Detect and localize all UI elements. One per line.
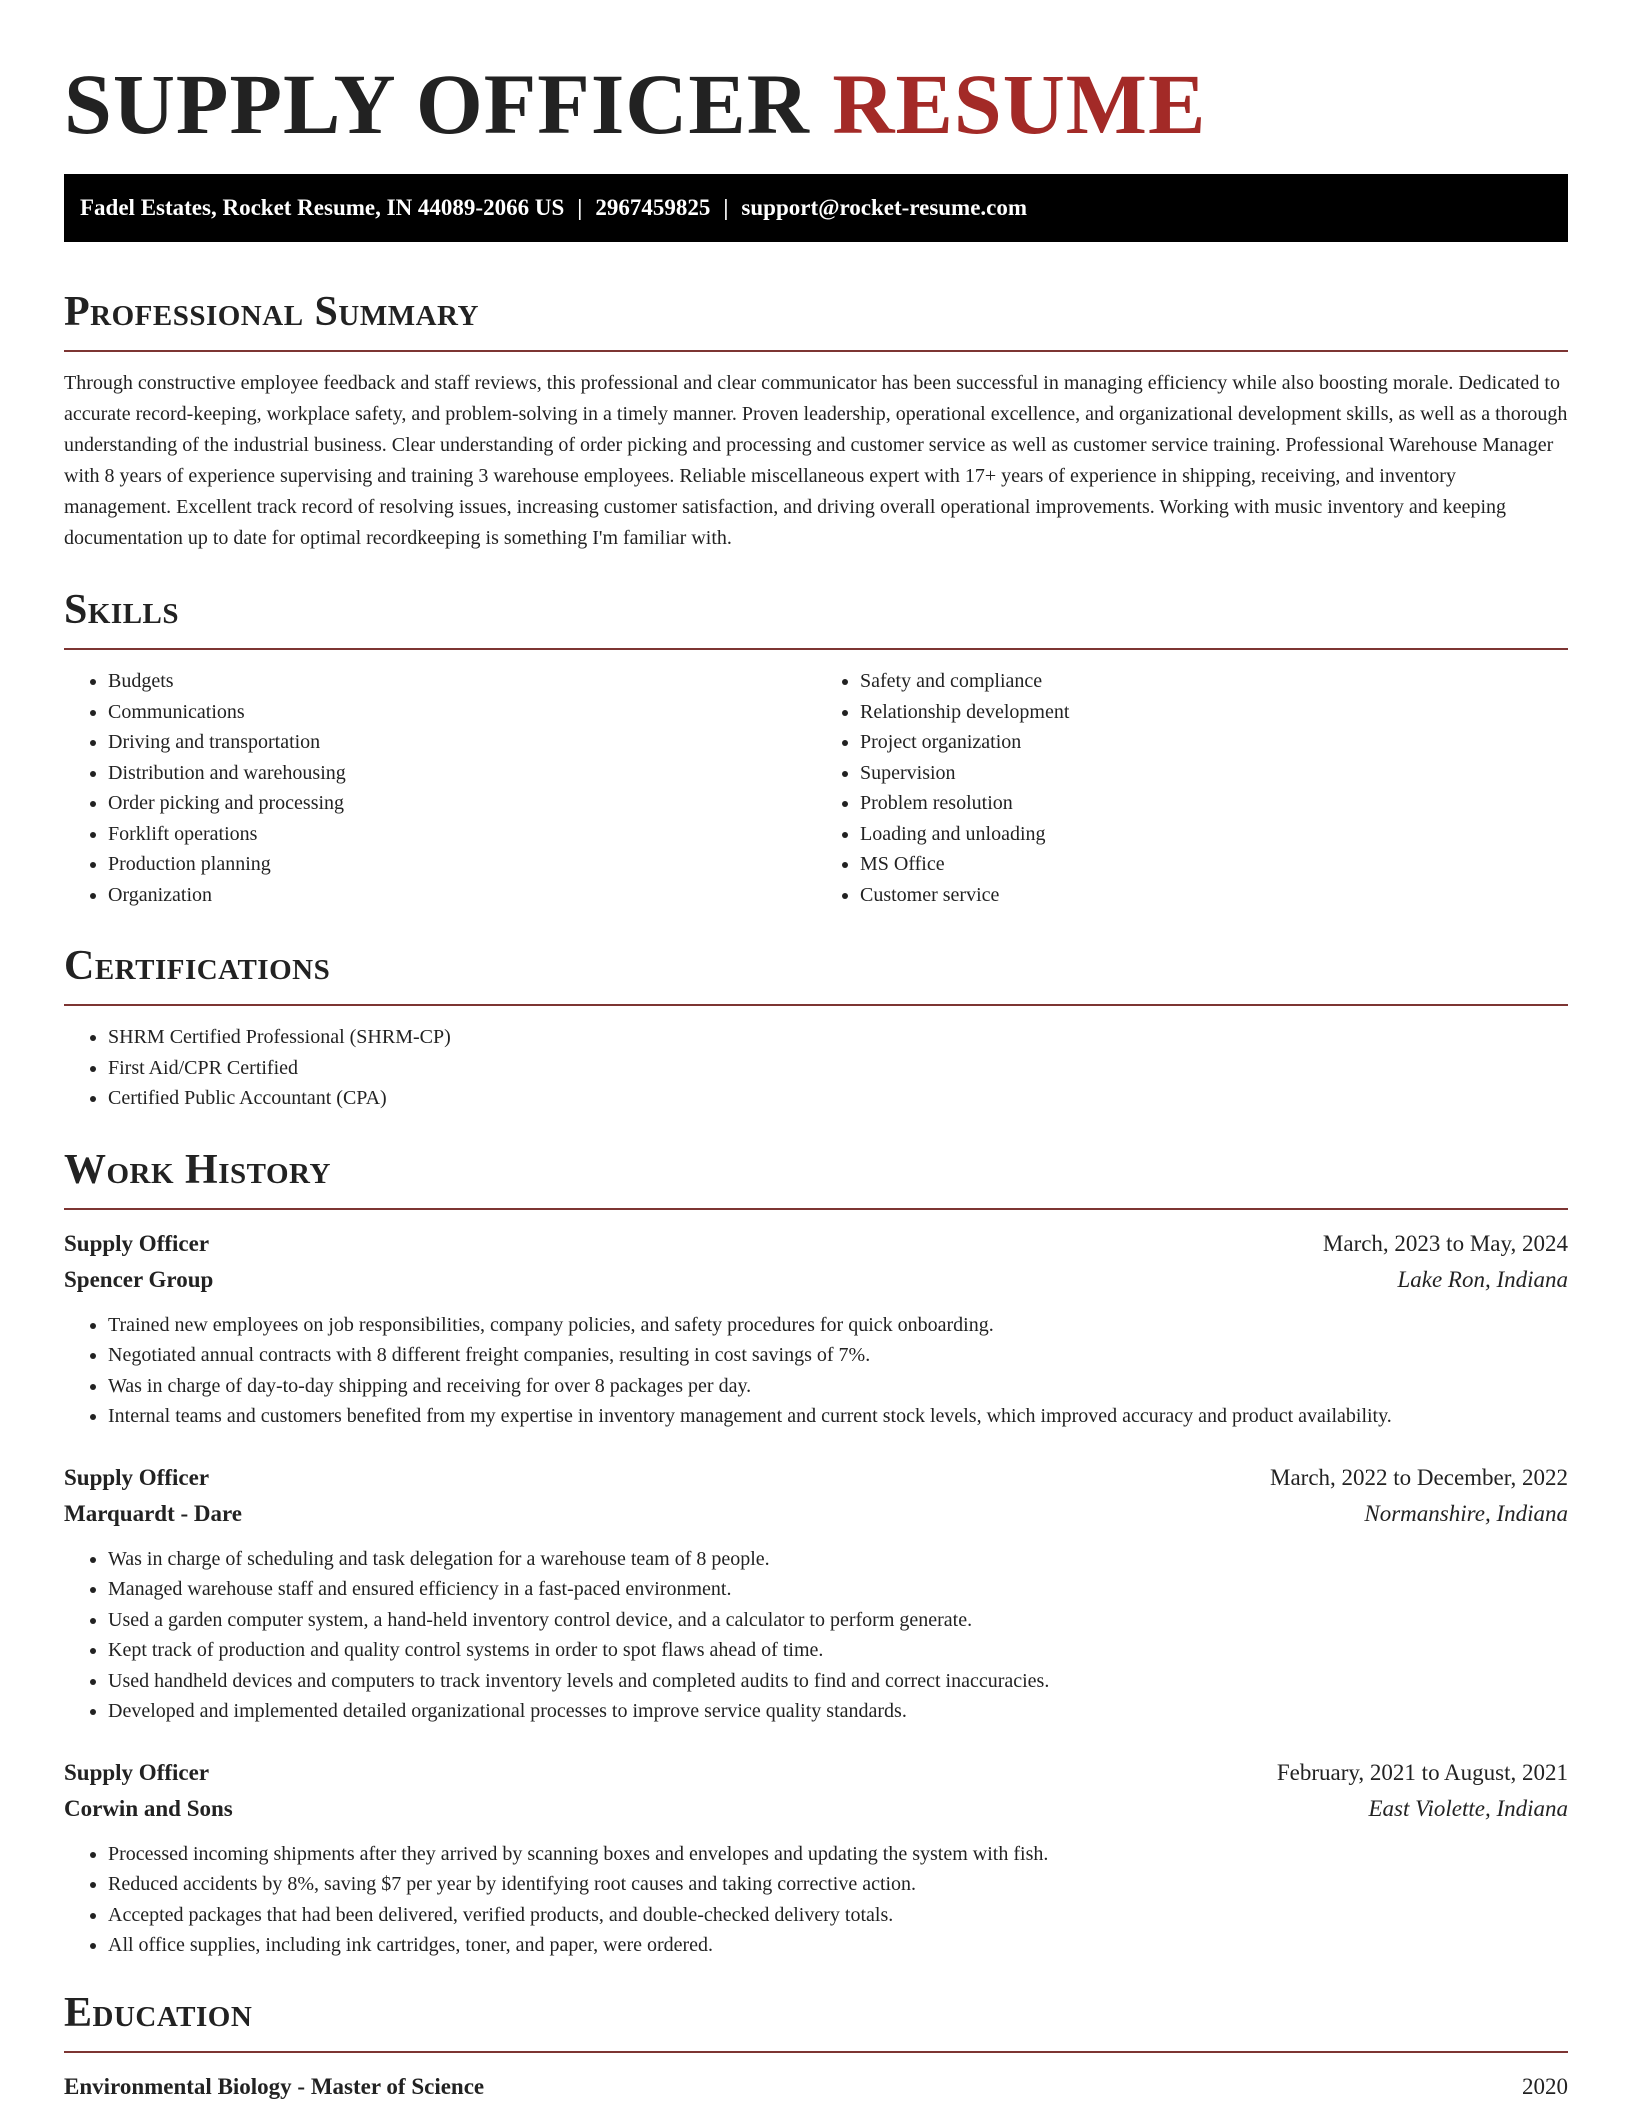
job-location: Normanshire, Indiana bbox=[1364, 1500, 1568, 1526]
contact-bar bbox=[64, 174, 1568, 242]
job-bullet: • All office supplies, including ink cartridges, toner, and paper, were ordered. bbox=[108, 1930, 1568, 1961]
skill-item: • Communications bbox=[108, 697, 816, 728]
job-company-row bbox=[64, 1496, 1568, 1532]
education-heading: Education bbox=[64, 1989, 253, 2036]
skill-item: • Production planning bbox=[108, 849, 816, 880]
work-history-heading: Work History bbox=[64, 1146, 331, 1193]
job-bullets bbox=[64, 1839, 1568, 1961]
job-header-row bbox=[64, 1226, 1568, 1262]
skill-item: • Customer service bbox=[860, 880, 1568, 911]
skill-item: • Order picking and processing bbox=[108, 788, 816, 819]
skill-item: • Project organization bbox=[860, 727, 1568, 758]
job-bullet: • Developed and implemented detailed organizational processes to improve service quality standards. bbox=[108, 1696, 1568, 1727]
section-divider bbox=[64, 1208, 1568, 1210]
summary-section bbox=[64, 286, 1568, 554]
section-divider bbox=[64, 350, 1568, 352]
job-bullets bbox=[64, 1310, 1568, 1432]
skill-item: • Problem resolution bbox=[860, 788, 1568, 819]
job-bullet: • Kept track of production and quality control systems in order to spot flaws ahead of time. bbox=[108, 1635, 1568, 1666]
certifications-list bbox=[64, 1022, 1568, 1114]
job-company: Corwin and Sons bbox=[64, 1795, 233, 1821]
job-dates: March, 2023 to May, 2024 bbox=[1322, 1230, 1568, 1256]
job-bullet: • Trained new employees on job responsibilities, company policies, and safety procedures for quick onboarding. bbox=[108, 1310, 1568, 1341]
job-entry bbox=[64, 1460, 1568, 1727]
certification-item: • Certified Public Accountant (CPA) bbox=[108, 1083, 1568, 1114]
contact-email: support@rocket-resume.com bbox=[741, 195, 1028, 220]
certifications-section bbox=[64, 940, 1568, 1114]
job-bullets bbox=[64, 1544, 1568, 1727]
skill-item: • Relationship development bbox=[860, 697, 1568, 728]
job-company-row bbox=[64, 1262, 1568, 1298]
certifications-heading: Certifications bbox=[64, 943, 331, 989]
skills-list-right bbox=[816, 666, 1568, 910]
skill-item: • Driving and transportation bbox=[108, 727, 816, 758]
certification-item: • First Aid/CPR Certified bbox=[108, 1053, 1568, 1084]
job-bullet: • Reduced accidents by 8%, saving $7 per year by identifying root causes and taking corrective action. bbox=[108, 1869, 1568, 1900]
job-header-row bbox=[64, 1460, 1568, 1496]
job-bullet: • Was in charge of scheduling and task delegation for a warehouse team of 8 people. bbox=[108, 1544, 1568, 1575]
education-row bbox=[64, 2069, 1568, 2105]
job-bullet: • Was in charge of day-to-day shipping and receiving for over 8 packages per day. bbox=[108, 1371, 1568, 1402]
skills-columns bbox=[64, 666, 1568, 910]
job-bullet: • Internal teams and customers benefited from my expertise in inventory management and current stock levels, which improved accuracy and product availability. bbox=[108, 1401, 1568, 1432]
skill-item: • Loading and unloading bbox=[860, 819, 1568, 850]
title-main: SUPPLY OFFICER bbox=[64, 56, 810, 152]
job-location: East Violette, Indiana bbox=[1368, 1795, 1568, 1821]
job-bullet: • Accepted packages that had been delivered, verified products, and double-checked delivery totals. bbox=[108, 1900, 1568, 1931]
job-entry bbox=[64, 1755, 1568, 1961]
education-section bbox=[64, 1987, 1568, 2105]
job-bullet: • Used a garden computer system, a hand-held inventory control device, and a calculator to perform generate. bbox=[108, 1605, 1568, 1636]
education-year: 2020 bbox=[1522, 2073, 1568, 2099]
job-title: Supply Officer bbox=[64, 1230, 210, 1256]
skill-item: • Budgets bbox=[108, 666, 816, 697]
skill-item: • Safety and compliance bbox=[860, 666, 1568, 697]
job-title: Supply Officer bbox=[64, 1759, 210, 1785]
summary-heading: Professional Summary bbox=[64, 289, 479, 335]
job-bullet: • Negotiated annual contracts with 8 different freight companies, resulting in cost savings of 7%. bbox=[108, 1340, 1568, 1371]
skill-item: • Forklift operations bbox=[108, 819, 816, 850]
title-accent: RESUME bbox=[832, 56, 1207, 152]
resume-title bbox=[64, 0, 1568, 154]
job-bullet: • Used handheld devices and computers to track inventory levels and completed audits to find and correct inaccuracies. bbox=[108, 1666, 1568, 1697]
contact-phone: 2967459825 bbox=[595, 195, 711, 220]
section-divider bbox=[64, 1004, 1568, 1006]
education-degree: Environmental Biology - Master of Science bbox=[64, 2073, 485, 2099]
contact-separator: | bbox=[723, 195, 729, 220]
resume-page bbox=[64, 0, 1568, 2105]
job-dates: February, 2021 to August, 2021 bbox=[1276, 1759, 1568, 1785]
skill-item: • Organization bbox=[108, 880, 816, 911]
work-history-section bbox=[64, 1144, 1568, 1961]
skill-item: • MS Office bbox=[860, 849, 1568, 880]
section-divider bbox=[64, 2051, 1568, 2053]
job-header-row bbox=[64, 1755, 1568, 1791]
skills-list-left bbox=[64, 666, 816, 910]
skill-item: • Distribution and warehousing bbox=[108, 758, 816, 789]
skills-heading: Skills bbox=[64, 587, 180, 633]
job-title: Supply Officer bbox=[64, 1464, 210, 1490]
job-dates: March, 2022 to December, 2022 bbox=[1270, 1464, 1568, 1490]
job-bullet: • Managed warehouse staff and ensured efficiency in a fast-paced environment. bbox=[108, 1574, 1568, 1605]
job-location: Lake Ron, Indiana bbox=[1397, 1266, 1568, 1292]
job-entry bbox=[64, 1226, 1568, 1432]
skills-section bbox=[64, 584, 1568, 910]
skill-item: • Supervision bbox=[860, 758, 1568, 789]
contact-address: Fadel Estates, Rocket Resume, IN 44089-2066 US bbox=[80, 195, 565, 220]
job-company-row bbox=[64, 1791, 1568, 1827]
summary-text: Through constructive employee feedback and staff reviews, this professional and clear communicator has been successful in managing efficiency while also boosting morale. Dedicated to accurate record-keeping, workplace safety, and problem-solving in a timely manner. Proven leadership, operational excellence, and organizational development skills, as well as a thorough understanding of the industrial business. Clear understanding of order picking and processing and customer service as well as customer service training. Professional Warehouse Manager with 8 years of experience supervising and training 3 warehouse employees. Reliable miscellaneous expert with 17+ years of experience in shipping, receiving, and inventory management. Excellent track record of resolving issues, increasing customer satisfaction, and driving overall operational improvements. Working with music inventory and keeping documentation up to date for optimal recordkeeping is something I'm familiar with. bbox=[64, 372, 1568, 549]
job-company: Marquardt - Dare bbox=[64, 1500, 243, 1526]
section-divider bbox=[64, 648, 1568, 650]
job-bullet: • Processed incoming shipments after they arrived by scanning boxes and envelopes and updating the system with fish. bbox=[108, 1839, 1568, 1870]
job-company: Spencer Group bbox=[64, 1266, 214, 1292]
certification-item: • SHRM Certified Professional (SHRM-CP) bbox=[108, 1022, 1568, 1053]
contact-separator: | bbox=[577, 195, 583, 220]
